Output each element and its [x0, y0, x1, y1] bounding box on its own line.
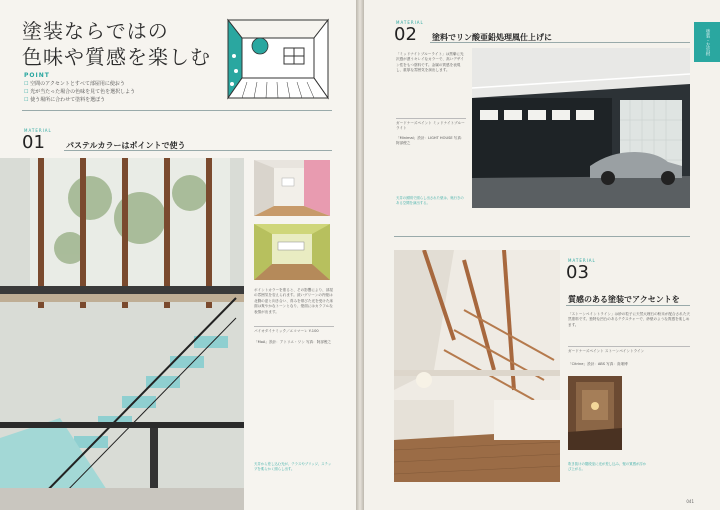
material-label: MATERIAL — [396, 20, 424, 25]
point-item: ☐ 光が当たった場合の色味を見て色を選択しよう — [24, 88, 135, 96]
material-heading: 塗料でリン酸亜鉛処理風仕上げに — [432, 33, 552, 42]
spec-text: ガードナーズペイント ストーンペイントライン — [568, 349, 645, 353]
right-page — [364, 0, 720, 510]
credit-text: 「MoA」設計：アトリエ・ワン 写真：阿部俊之 — [254, 340, 332, 344]
point-label: POINT — [24, 72, 50, 79]
material-heading: 質感のある塗装でアクセントを — [568, 295, 680, 304]
photo-caption: 天井の照明で照らし出された壁は、奥行きのある空間を演出する。 — [396, 196, 464, 205]
divider — [254, 326, 334, 327]
material-number: 02 — [394, 24, 417, 45]
material-number: 03 — [566, 262, 589, 283]
green-room-photo — [254, 224, 330, 280]
spec-text: ガードナーズペイント ミッドナイトブルーライト — [396, 121, 465, 131]
point-item: ☐ 使う場所に合わせて塗料を選ぼう — [24, 96, 135, 104]
photo-caption: 天井から差し込む光が、テラスやブリッジ、ステップを柔らかく照らし出す。 — [254, 462, 332, 471]
interior-stair-photo — [394, 250, 560, 482]
material-label: MATERIAL — [24, 128, 52, 133]
credit-text: 「Minimal」設計：LIGHT HOUSE 写真：阿部俊之 — [396, 136, 465, 146]
divider — [394, 236, 690, 237]
credit-text: 「Citrine」設計：ABS 写真：高畑博 — [568, 362, 628, 366]
room-illustration — [222, 16, 334, 102]
garage-photo — [472, 48, 690, 208]
point-list — [24, 80, 135, 104]
title-line-1: 塗装ならではの — [22, 19, 169, 43]
pink-room-photo — [254, 160, 330, 216]
divider — [568, 346, 690, 347]
textured-wall-photo — [568, 376, 622, 450]
left-page — [0, 0, 356, 510]
divider — [566, 305, 690, 306]
spine-gutter — [356, 0, 364, 510]
spec-text: パイオダイナミック／エコマーレ Y-100 — [254, 329, 319, 333]
material-label: MATERIAL — [568, 258, 596, 263]
body-text: ポイントカラーを塗ると、その影響により、部屋の雰囲気を変えられます。淡いグリーンの内壁は北側の窓と向き合い、青みを帯びた光を受けた床面は爽やかなトーンとなり、壁面にはカラフルな表情が出ます。 — [254, 288, 334, 314]
divider — [22, 110, 332, 111]
staircase-photo — [0, 158, 244, 510]
divider — [396, 118, 466, 119]
divider — [64, 150, 332, 151]
point-item: ☐ 空間のアクセントとすべて部屋用に使おう — [24, 80, 135, 88]
material-heading: パステルカラーはポイントで使う — [66, 141, 186, 150]
photo-caption: 吹き抜けの階段室に光が差し込み、壁の質感が浮かび上がる。 — [568, 462, 647, 471]
material-number: 01 — [22, 132, 45, 153]
section-tab: 塗装・左官材 — [694, 22, 720, 62]
page-number: 041 — [686, 499, 694, 504]
body-text: 「ミッドナイトブルーライト」は黒紫に光沢感が漂うキレイなカラーで、高いデザイン性をもつ塗料です。金属の質感を表現し、重厚な雰囲気を演出します。 — [396, 52, 464, 73]
title-line-2: 色味や質感を楽しむ — [22, 45, 211, 69]
page-title — [22, 18, 211, 70]
divider — [430, 42, 690, 43]
body-text: 「ストーンペイントライン」は砂の粒子に天然大理石の粉末が配合された天然塗料です。独特な凹凸のあるテクスチャーで、砂壁のような質感を楽しめます。 — [568, 312, 691, 327]
